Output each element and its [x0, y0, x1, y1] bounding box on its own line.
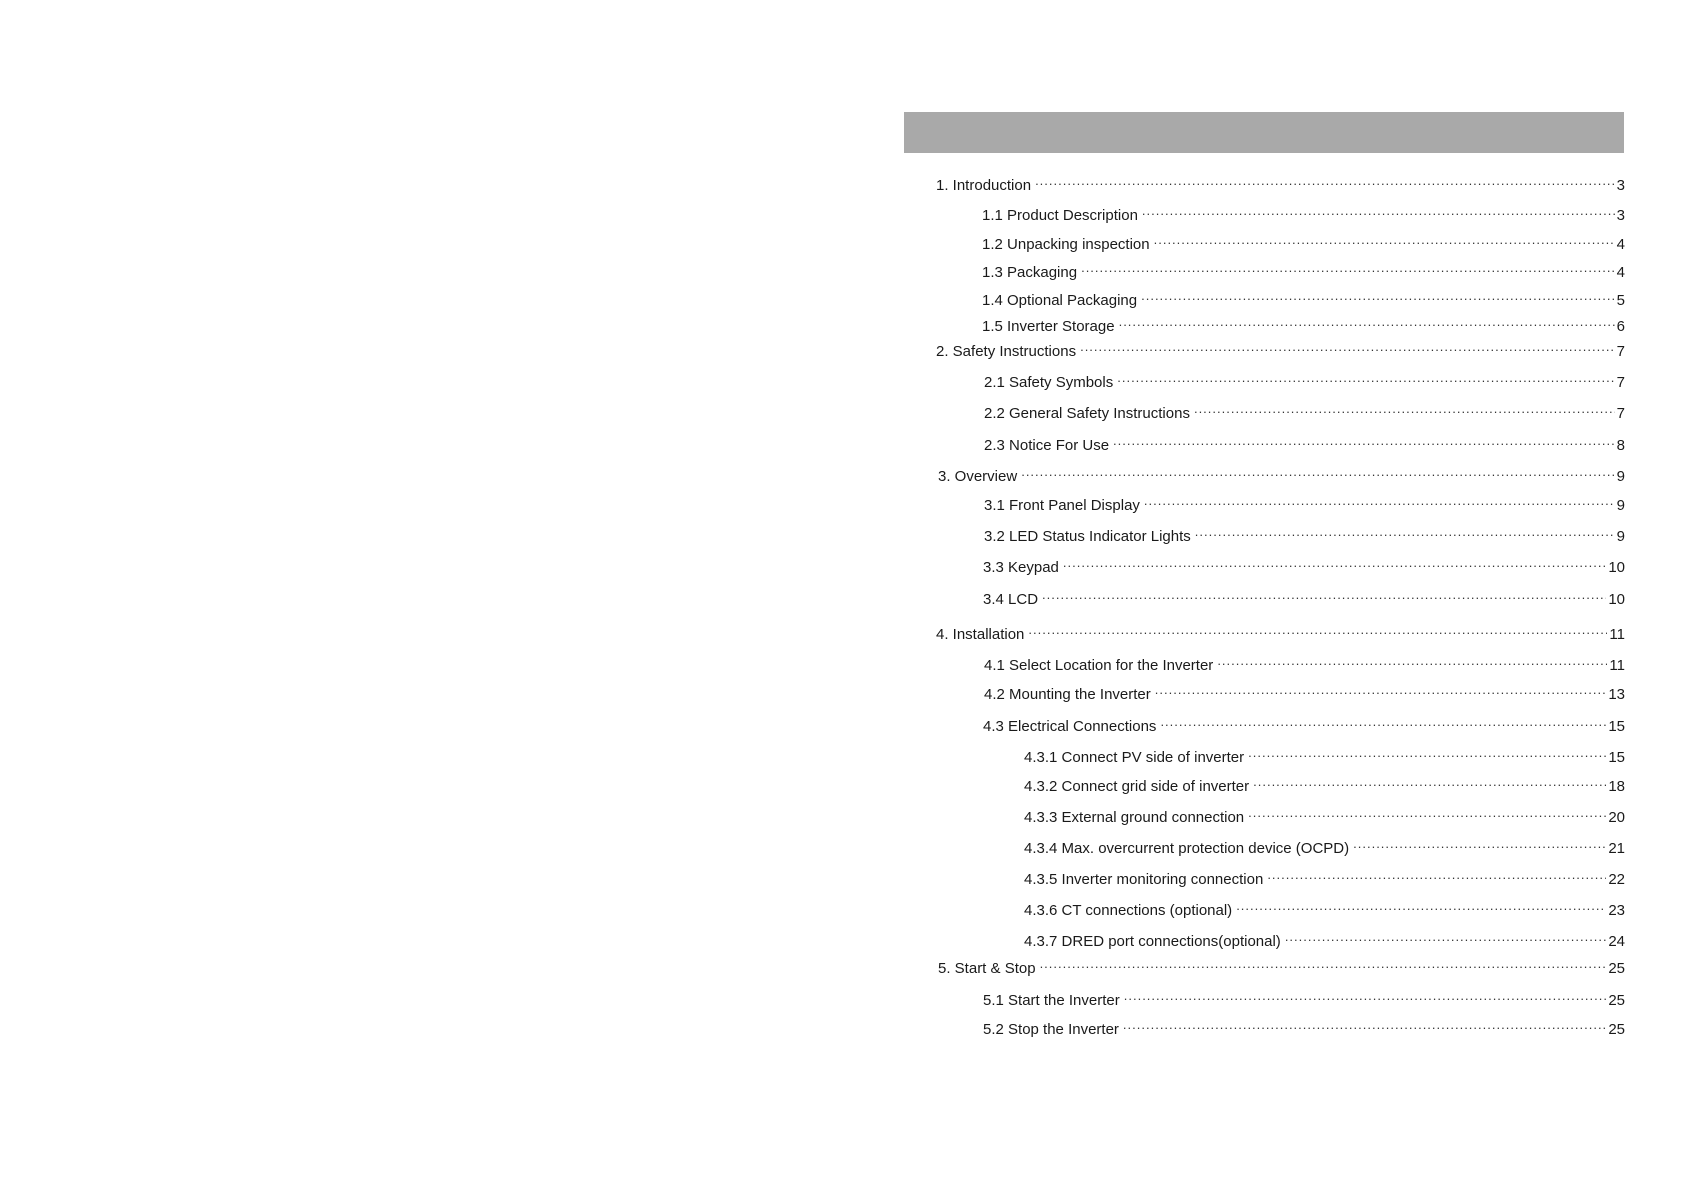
toc-entry-title: 1.5 Inverter Storage: [982, 318, 1115, 335]
toc-entry-page: 23: [1608, 902, 1625, 919]
toc-entry-title: 3.3 Keypad: [983, 559, 1059, 576]
toc-entry-page: 3: [1616, 177, 1625, 194]
toc-entry-1[interactable]: [936, 172, 1625, 195]
toc-entry-page: 15: [1608, 749, 1625, 766]
dot-leader: [1141, 287, 1615, 305]
toc-entry-4-3-6[interactable]: [1024, 897, 1625, 920]
toc-entry-title: 4.3.3 External ground connection: [1024, 809, 1245, 826]
toc-entry-3-3[interactable]: [983, 554, 1625, 577]
toc-entry-4-3-5[interactable]: [1024, 866, 1625, 889]
toc-entry-title: 4.2 Mounting the Inverter: [984, 686, 1151, 703]
dot-leader: [1353, 835, 1606, 853]
toc-entry-page: 25: [1608, 1021, 1625, 1038]
toc-entry-3-1[interactable]: [984, 492, 1625, 515]
dot-leader: [1021, 463, 1614, 481]
dot-leader: [1028, 621, 1607, 639]
toc-entry-3-2[interactable]: [984, 523, 1625, 546]
dot-leader: [1080, 338, 1615, 356]
dot-leader: [1285, 928, 1607, 946]
toc-entry-title: 2.3 Notice For Use: [984, 437, 1110, 454]
toc-entry-4-3[interactable]: [983, 713, 1625, 736]
dot-leader: [1081, 259, 1615, 277]
dot-leader: [1248, 804, 1606, 822]
toc-entry-title: 3.4 LCD: [983, 591, 1039, 608]
dot-leader: [1236, 897, 1606, 915]
toc-entry-1-5[interactable]: [982, 313, 1625, 336]
toc-entry-4-3-7[interactable]: [1024, 928, 1625, 951]
dot-leader: [1267, 866, 1606, 884]
dot-leader: [1142, 202, 1615, 220]
toc-entry-3[interactable]: [938, 463, 1625, 486]
toc-entry-page: 11: [1609, 657, 1625, 674]
toc-entry-page: 7: [1616, 405, 1625, 422]
toc-entry-title: 4.1 Select Location for the Inverter: [984, 657, 1214, 674]
toc-entry-page: 7: [1616, 374, 1625, 391]
toc-entry-title: 4.3.1 Connect PV side of inverter: [1024, 749, 1245, 766]
toc-entry-page: 10: [1608, 559, 1625, 576]
dot-leader: [1253, 773, 1606, 791]
dot-leader: [1124, 987, 1607, 1005]
toc-entry-4[interactable]: [936, 621, 1625, 644]
toc-page: [842, 0, 1684, 1191]
toc-entry-title: 4.3 Electrical Connections: [983, 718, 1157, 735]
toc-entry-title: 2.2 General Safety Instructions: [984, 405, 1190, 422]
dot-leader: [1217, 652, 1607, 670]
toc-entry-page: 4: [1616, 236, 1625, 253]
toc-entry-title: 5.1 Start the Inverter: [983, 992, 1120, 1009]
toc-entry-page: 5: [1616, 292, 1625, 309]
toc-entry-4-1[interactable]: [984, 652, 1625, 675]
toc-entry-2[interactable]: [936, 338, 1625, 361]
toc-entry-page: 8: [1616, 437, 1625, 454]
toc-entry-4-3-4[interactable]: [1024, 835, 1625, 858]
toc-entry-title: 3. Overview: [938, 468, 1018, 485]
toc-entry-title: 1.2 Unpacking inspection: [982, 236, 1150, 253]
toc-entry-2-3[interactable]: [984, 432, 1625, 455]
dot-leader: [1195, 523, 1615, 541]
toc-entry-page: 4: [1616, 264, 1625, 281]
toc-entry-1-1[interactable]: [982, 202, 1625, 225]
toc-entry-4-2[interactable]: [984, 681, 1625, 704]
toc-entry-page: 3: [1616, 207, 1625, 224]
toc-entry-1-4[interactable]: [982, 287, 1625, 310]
dot-leader: [1117, 369, 1614, 387]
dot-leader: [1154, 231, 1615, 249]
dot-leader: [1042, 586, 1606, 604]
toc-entry-page: 9: [1616, 528, 1625, 545]
dot-leader: [1144, 492, 1615, 510]
toc-entry-page: 6: [1616, 318, 1625, 335]
toc-entry-title: 1.4 Optional Packaging: [982, 292, 1138, 309]
toc-entry-page: 15: [1608, 718, 1625, 735]
toc-entry-page: 18: [1608, 778, 1625, 795]
table-of-contents: [842, 0, 1684, 1191]
dot-leader: [1160, 713, 1606, 731]
toc-entry-title: 1. Introduction: [936, 177, 1032, 194]
toc-entry-page: 22: [1608, 871, 1625, 888]
toc-entry-2-1[interactable]: [984, 369, 1625, 392]
dot-leader: [1063, 554, 1606, 572]
toc-entry-title: 2.1 Safety Symbols: [984, 374, 1114, 391]
dot-leader: [1119, 313, 1615, 331]
toc-entry-page: 9: [1616, 497, 1625, 514]
toc-entry-page: 21: [1608, 840, 1625, 857]
toc-entry-5-1[interactable]: [983, 987, 1625, 1010]
dot-leader: [1040, 955, 1607, 973]
toc-entry-3-4[interactable]: [983, 586, 1625, 609]
dot-leader: [1113, 432, 1615, 450]
dot-leader: [1248, 744, 1606, 762]
toc-entry-4-3-3[interactable]: [1024, 804, 1625, 827]
toc-entry-1-2[interactable]: [982, 231, 1625, 254]
toc-entry-title: 4.3.6 CT connections (optional): [1024, 902, 1233, 919]
toc-entry-title: 4. Installation: [936, 626, 1025, 643]
toc-entry-page: 25: [1608, 992, 1625, 1009]
toc-entry-page: 25: [1608, 960, 1625, 977]
toc-entry-title: 4.3.2 Connect grid side of inverter: [1024, 778, 1250, 795]
toc-entry-title: 1.1 Product Description: [982, 207, 1138, 224]
toc-entry-1-3[interactable]: [982, 259, 1625, 282]
toc-entry-page: 11: [1609, 626, 1625, 643]
toc-entry-title: 4.3.7 DRED port connections(optional): [1024, 933, 1281, 950]
toc-entry-2-2[interactable]: [984, 400, 1625, 423]
toc-entry-title: 5.2 Stop the Inverter: [983, 1021, 1119, 1038]
toc-entry-page: 20: [1608, 809, 1625, 826]
toc-entry-5-2[interactable]: [983, 1016, 1625, 1039]
toc-entry-title: 4.3.5 Inverter monitoring connection: [1024, 871, 1264, 888]
toc-entry-5[interactable]: [938, 955, 1625, 978]
toc-entry-page: 7: [1616, 343, 1625, 360]
toc-entry-4-3-2[interactable]: [1024, 773, 1625, 796]
dot-leader: [1194, 400, 1615, 418]
toc-entry-title: 3.1 Front Panel Display: [984, 497, 1140, 514]
toc-entry-title: 5. Start & Stop: [938, 960, 1036, 977]
toc-entry-page: 13: [1608, 686, 1625, 703]
toc-entry-page: 24: [1608, 933, 1625, 950]
toc-entry-4-3-1[interactable]: [1024, 744, 1625, 767]
toc-entry-title: 2. Safety Instructions: [936, 343, 1077, 360]
toc-entry-title: 4.3.4 Max. overcurrent protection device (OCPD): [1024, 840, 1350, 857]
dot-leader: [1155, 681, 1607, 699]
dot-leader: [1035, 172, 1615, 190]
toc-entry-title: 1.3 Packaging: [982, 264, 1078, 281]
toc-entry-page: 10: [1608, 591, 1625, 608]
toc-entry-page: 9: [1616, 468, 1625, 485]
toc-entry-title: 3.2 LED Status Indicator Lights: [984, 528, 1191, 545]
dot-leader: [1123, 1016, 1606, 1034]
